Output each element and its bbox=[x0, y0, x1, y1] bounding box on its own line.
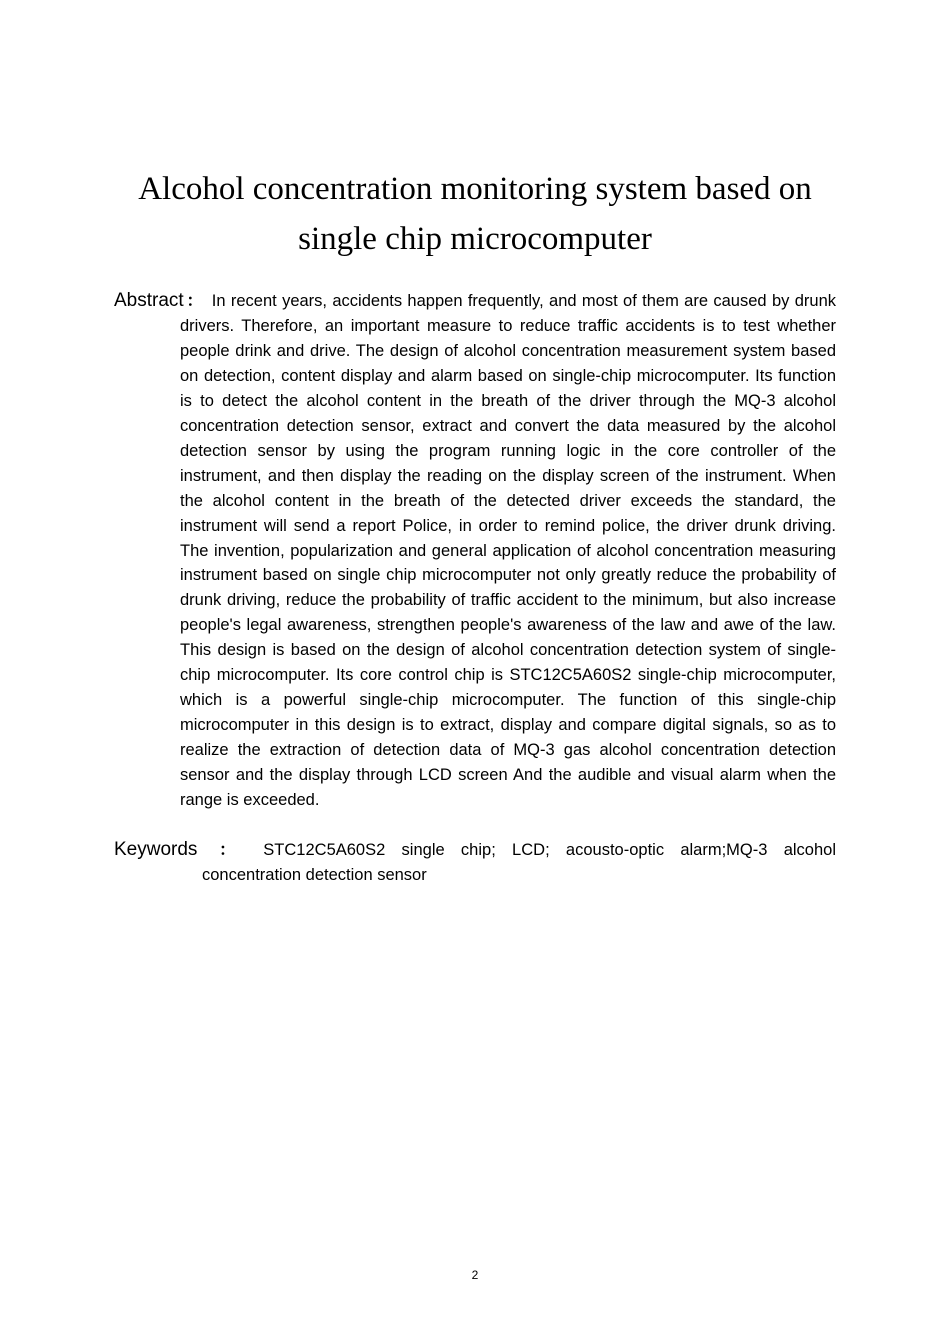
title-line-1: Alcohol concentration monitoring system based on bbox=[138, 171, 812, 207]
keywords-label: Keywords bbox=[114, 839, 198, 860]
abstract-text: In recent years, accidents happen frequently, and most of them are caused by drunk drivers. Therefore, an important measure to reduce traffic accidents is to test whether people drink and drive. The design of alcohol concentration measurement system based on detection, content display and alarm based on single-chip microcomputer. Its function is to detect the alcohol content in the breath of the driver through the MQ-3 alcohol concentration detection sensor, extract and convert the data measured by the alcohol detection sensor by using the program running logic in the core controller of the instrument, and then display the reading on the display screen of the instrument. When the alcohol content in the breath of the detected driver exceeds the standard, the instrument will send a report Police, in order to remind police, the driver drunk driving. The invention, popularization and general application of alcohol concentration measuring instrument based on single chip microcomputer not only greatly reduce the probability of drunk driving, reduce the probability of traffic accident to the minimum, but also increase people's legal awareness, strengthen people's awareness of the law and awe of the law. This design is based on the design of alcohol concentration detection system of single-chip microcomputer. Its core control chip is STC12C5A60S2 single-chip microcomputer, which is a powerful single-chip microcomputer. The function of this single-chip microcomputer in this design is to extract, display and compare digital signals, so as to realize the extraction of detection data of MQ-3 gas alcohol concentration detection sensor and the display through LCD screen And the audible and visual alarm when the range is exceeded. bbox=[180, 292, 836, 810]
keywords-text: STC12C5A60S2 single chip; LCD; acousto-optic alarm;MQ-3 alcohol concentration detection sensor bbox=[202, 841, 836, 884]
document-title bbox=[100, 164, 850, 264]
keywords-colon: ： bbox=[207, 841, 248, 859]
abstract-colon: ： bbox=[185, 292, 204, 310]
page-number: 2 bbox=[471, 1268, 479, 1282]
abstract-label: Abstract bbox=[114, 290, 184, 311]
title-line-2: single chip microcomputer bbox=[298, 221, 652, 257]
abstract-paragraph bbox=[114, 289, 836, 813]
keywords-paragraph bbox=[114, 838, 836, 888]
